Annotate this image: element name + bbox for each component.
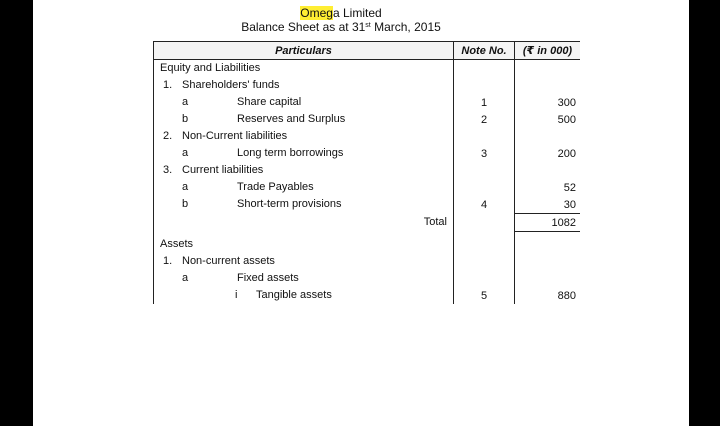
row-short-term-provisions: Short-term provisions <box>237 198 342 211</box>
row-reserves-surplus: Reserves and Surplus <box>237 113 346 125</box>
table-row: a Trade Payables 52 <box>154 179 581 196</box>
section-equity-liabilities: Equity and Liabilities <box>160 62 261 74</box>
company-name-highlight: Omeg <box>300 6 333 20</box>
table-row: b Short-term provisions 4 30 <box>154 196 581 214</box>
col-amount: (₹ in 000) <box>515 42 581 60</box>
col-particulars: Particulars <box>154 42 454 60</box>
section-assets: Assets <box>160 238 194 250</box>
table-row: 3. Current liabilities <box>154 162 581 179</box>
table-row: a Long term borrowings 3 200 <box>154 145 581 162</box>
row-long-term-borrowings: Long term borrowings <box>237 147 344 159</box>
company-name-rest: a Limited <box>332 6 382 20</box>
table-row: 1. Non-current assets <box>154 253 581 270</box>
table-row: b Reserves and Surplus 2 500 <box>154 111 581 128</box>
table-row <box>154 236 581 253</box>
total-amount: 1082 <box>515 214 581 232</box>
row-trade-payables: Trade Payables <box>237 181 314 193</box>
balance-sheet <box>153 41 580 319</box>
row-fixed-assets: Fixed assets <box>237 272 299 284</box>
group-non-current-assets: Non-current assets <box>182 255 275 267</box>
group-non-current-liabilities: Non-Current liabilities <box>182 130 288 142</box>
table-row <box>154 60 581 78</box>
row-share-capital: Share capital <box>237 96 302 108</box>
table-row: 2. Non-Current liabilities <box>154 128 581 145</box>
company-name <box>33 6 649 20</box>
balance-sheet-table <box>153 41 580 304</box>
table-row: i Tangible assets 5 880 <box>154 287 581 304</box>
total-label: Total <box>423 216 447 228</box>
col-note: Note No. <box>454 42 515 60</box>
sheet-subtitle: Balance Sheet as at 31st March, 2015 <box>241 20 441 34</box>
title-block <box>33 6 649 34</box>
group-shareholders-funds: Shareholders' funds <box>182 79 280 91</box>
table-row: a Fixed assets <box>154 270 581 287</box>
total-row <box>154 214 581 232</box>
document-page <box>33 0 689 426</box>
group-current-liabilities: Current liabilities <box>182 164 264 176</box>
table-row: 1. Shareholders' funds <box>154 77 581 94</box>
row-tangible-assets: Tangible assets <box>256 289 332 301</box>
table-header <box>154 42 581 60</box>
table-row: a Share capital 1 300 <box>154 94 581 111</box>
